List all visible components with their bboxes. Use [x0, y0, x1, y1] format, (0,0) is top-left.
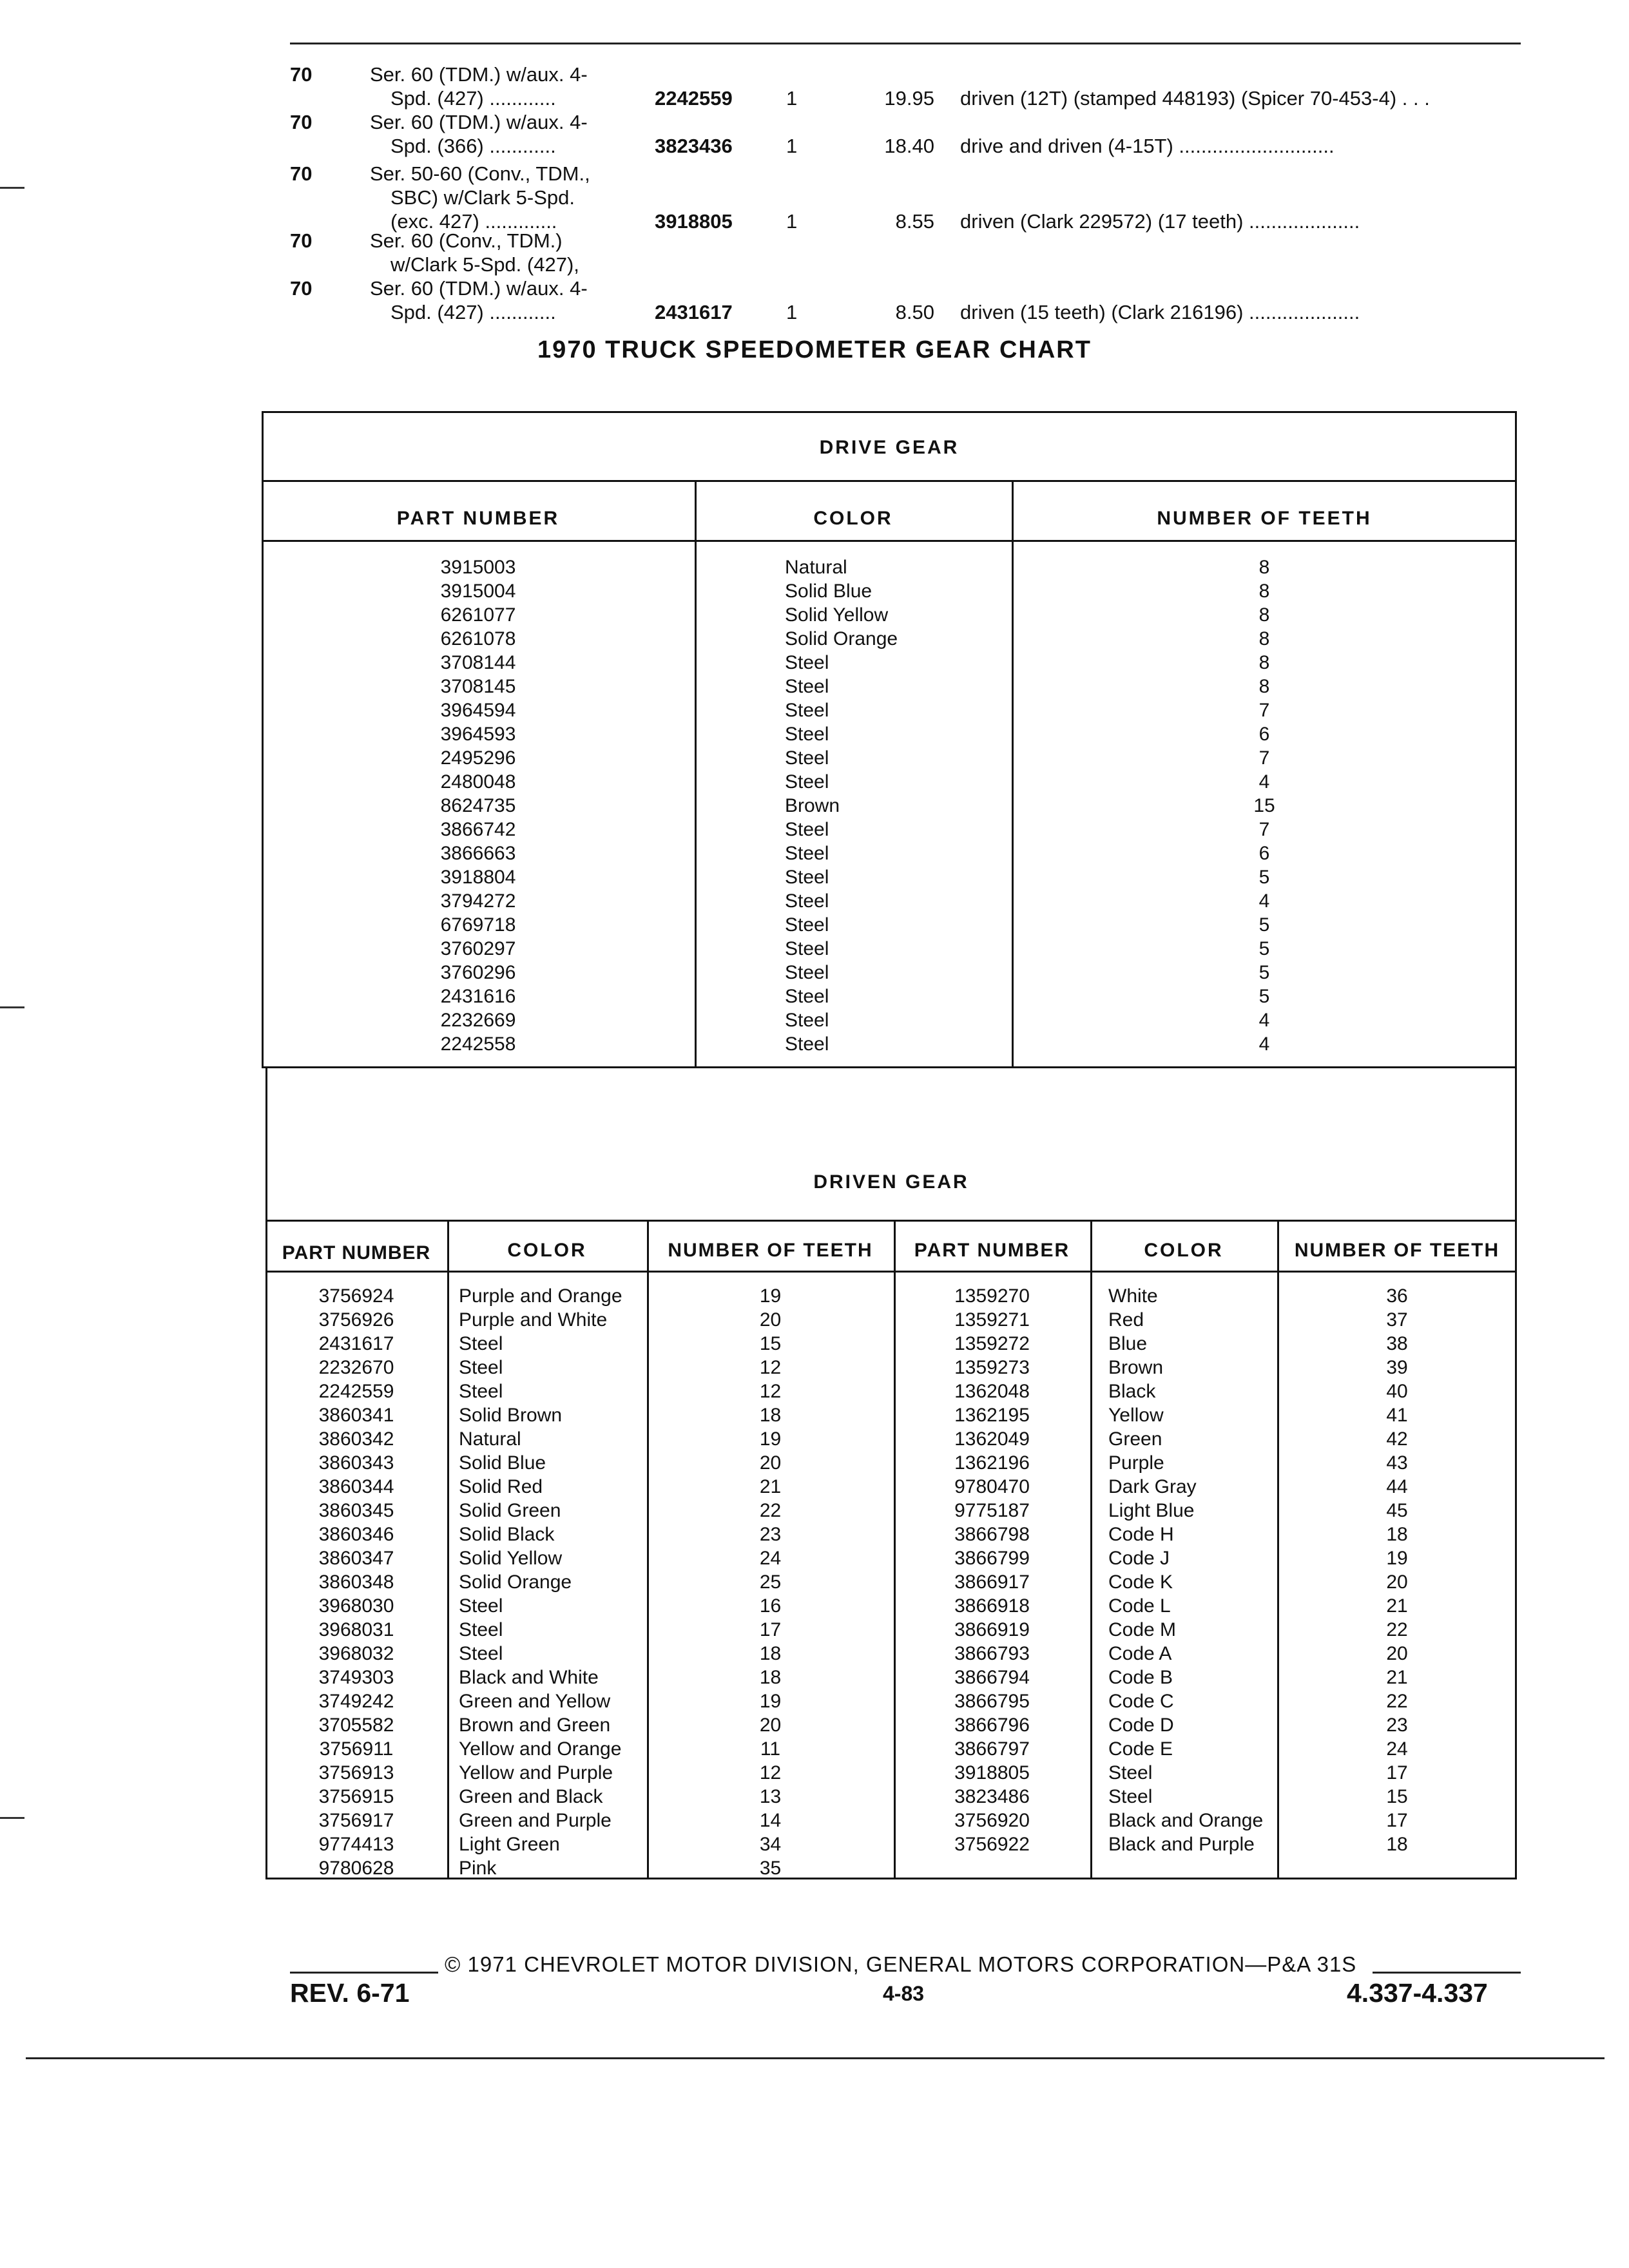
part-number: 3918805	[655, 210, 733, 233]
driven-teeth: 19	[1386, 1548, 1408, 1569]
driven-color: Steel	[1108, 1762, 1153, 1783]
drive-teeth: 8	[1258, 676, 1270, 697]
drive-part-number: 3866663	[440, 843, 516, 864]
driven-part-number: 1362049	[954, 1428, 1030, 1450]
drive-color: Steel	[785, 986, 829, 1007]
part-description: Ser. 60 (Conv., TDM.)	[370, 229, 563, 252]
part-remark: drive and driven (4-15T) ............................	[960, 135, 1335, 157]
part-price: 18.40	[884, 135, 934, 157]
part-description: Spd. (427) ............	[390, 301, 556, 323]
driven-color: Green and Yellow	[459, 1691, 611, 1712]
driven-color: Natural	[459, 1428, 521, 1450]
drive-teeth: 4	[1258, 1010, 1270, 1031]
driven-part-number: 3756922	[954, 1834, 1030, 1855]
driven-teeth: 39	[1386, 1357, 1408, 1378]
drive-color: Steel	[785, 771, 829, 793]
driven-part-number: 9774413	[318, 1834, 394, 1855]
driven-part-number: 3823486	[954, 1786, 1030, 1807]
driven-color: Steel	[459, 1619, 503, 1640]
driven-color: Light Green	[459, 1834, 560, 1855]
driven-color: Steel	[459, 1357, 503, 1378]
driven-color: Solid Orange	[459, 1571, 572, 1593]
driven-part-number: 3866797	[954, 1738, 1030, 1760]
driven-color: Green and Black	[459, 1786, 603, 1807]
driven-part-number: 3756915	[318, 1786, 394, 1807]
part-price: 8.55	[895, 210, 934, 233]
driven-part-number: 3918805	[954, 1762, 1030, 1783]
part-description: Spd. (427) ............	[390, 87, 556, 110]
driven-part-number: 3860344	[318, 1476, 394, 1497]
driven-header-part-right: PART NUMBER	[914, 1240, 1070, 1261]
drive-color: Steel	[785, 938, 829, 959]
driven-teeth: 41	[1386, 1405, 1408, 1426]
driven-color: Code K	[1108, 1571, 1173, 1593]
driven-part-number: 3756920	[954, 1810, 1030, 1831]
driven-color: Purple and White	[459, 1309, 608, 1331]
driven-color: Red	[1108, 1309, 1144, 1331]
driven-color: Solid Black	[459, 1524, 555, 1545]
driven-part-number: 3860343	[318, 1452, 394, 1474]
driven-color: Steel	[459, 1333, 503, 1354]
driven-teeth: 12	[759, 1357, 782, 1378]
driven-teeth: 11	[760, 1738, 781, 1760]
chart-title: 1970 TRUCK SPEEDOMETER GEAR CHART	[537, 336, 1092, 363]
driven-teeth: 15	[1386, 1786, 1408, 1807]
footer-page-number: 4-83	[883, 1982, 925, 2005]
driven-color: Yellow and Purple	[459, 1762, 613, 1783]
drive-color: Steel	[785, 1010, 829, 1031]
driven-color: Purple	[1108, 1452, 1164, 1474]
driven-teeth: 19	[759, 1285, 782, 1307]
drive-part-number: 8624735	[440, 795, 516, 816]
part-remark: driven (12T) (stamped 448193) (Spicer 70-453-4) . . .	[960, 87, 1430, 110]
drive-teeth: 5	[1258, 962, 1270, 983]
driven-color: White	[1108, 1285, 1158, 1307]
driven-color: Brown	[1108, 1357, 1164, 1378]
driven-color: Steel	[459, 1381, 503, 1402]
drive-teeth: 5	[1258, 914, 1270, 936]
driven-part-number: 3749303	[318, 1667, 394, 1688]
driven-color: Steel	[459, 1595, 503, 1617]
part-remark: driven (15 teeth) (Clark 216196) ....................	[960, 301, 1360, 323]
driven-teeth: 17	[1386, 1762, 1408, 1783]
drive-color: Brown	[785, 795, 840, 816]
driven-part-number: 3756917	[318, 1810, 394, 1831]
driven-teeth: 22	[1386, 1691, 1408, 1712]
driven-part-number: 9780470	[954, 1476, 1030, 1497]
drive-color: Steel	[785, 867, 829, 888]
drive-part-number: 6769718	[440, 914, 516, 936]
drive-color: Steel	[785, 747, 829, 769]
part-description: Ser. 50-60 (Conv., TDM.,	[370, 162, 590, 185]
driven-color: Solid Blue	[459, 1452, 546, 1474]
part-number: 3823436	[655, 135, 733, 157]
drive-color: Solid Yellow	[785, 604, 889, 626]
driven-part-number: 3860346	[318, 1524, 394, 1545]
driven-teeth: 13	[759, 1786, 782, 1807]
driven-part-number: 3866917	[954, 1571, 1030, 1593]
driven-color: Black and Purple	[1108, 1834, 1255, 1855]
driven-teeth: 20	[1386, 1571, 1408, 1593]
driven-part-number: 3968030	[318, 1595, 394, 1617]
driven-part-number: 3866799	[954, 1548, 1030, 1569]
driven-part-number: 3860342	[318, 1428, 394, 1450]
drive-part-number: 3915003	[440, 557, 516, 578]
driven-part-number: 3860348	[318, 1571, 394, 1593]
drive-part-number: 3760297	[440, 938, 516, 959]
driven-color: Code H	[1108, 1524, 1174, 1545]
driven-col-divider	[1090, 1220, 1092, 1879]
driven-teeth: 17	[759, 1619, 782, 1640]
drive-color: Steel	[785, 914, 829, 936]
drive-header-divider	[262, 540, 1517, 542]
part-number: 2242559	[655, 87, 733, 110]
drive-color: Steel	[785, 676, 829, 697]
driven-teeth: 18	[759, 1667, 782, 1688]
driven-left-teeth-column	[647, 1284, 894, 1880]
drive-part-number: 2242558	[440, 1033, 516, 1055]
driven-teeth: 25	[759, 1571, 782, 1593]
drive-color: Natural	[785, 557, 847, 578]
driven-gear-heading: DRIVEN GEAR	[813, 1171, 969, 1193]
driven-color: Black and White	[459, 1667, 599, 1688]
drive-color: Steel	[785, 890, 829, 912]
driven-teeth: 44	[1386, 1476, 1408, 1497]
driven-part-number: 3860345	[318, 1500, 394, 1521]
driven-part-number: 1359270	[954, 1285, 1030, 1307]
driven-color: Code A	[1108, 1643, 1172, 1664]
driven-color: Green	[1108, 1428, 1162, 1450]
driven-teeth: 23	[759, 1524, 782, 1545]
part-description: Ser. 60 (TDM.) w/aux. 4-	[370, 277, 588, 300]
part-quantity: 1	[786, 301, 798, 323]
driven-teeth: 14	[759, 1810, 782, 1831]
driven-part-number: 3866918	[954, 1595, 1030, 1617]
driven-color: Steel	[1108, 1786, 1153, 1807]
footer-rule-left	[290, 1972, 438, 1974]
drive-color: Steel	[785, 819, 829, 840]
part-year: 70	[290, 162, 313, 185]
drive-part-number: 2480048	[440, 771, 516, 793]
drive-color: Solid Orange	[785, 628, 898, 649]
driven-part-number: 1359273	[954, 1357, 1030, 1378]
drive-color: Steel	[785, 1033, 829, 1055]
driven-part-number: 9780628	[318, 1858, 394, 1879]
driven-teeth: 12	[759, 1762, 782, 1783]
driven-part-number: 3866798	[954, 1524, 1030, 1545]
driven-part-number: 3756913	[318, 1762, 394, 1783]
driven-teeth: 18	[759, 1643, 782, 1664]
driven-part-number: 2232670	[318, 1357, 394, 1378]
driven-header-color-right: COLOR	[1144, 1240, 1224, 1261]
drive-teeth: 15	[1253, 795, 1275, 816]
driven-part-number: 9775187	[954, 1500, 1030, 1521]
driven-part-number: 3968032	[318, 1643, 394, 1664]
driven-part-number: 3860347	[318, 1548, 394, 1569]
drive-teeth: 8	[1258, 581, 1270, 602]
drive-teeth: 7	[1258, 747, 1270, 769]
drive-color: Steel	[785, 652, 829, 673]
drive-teeth: 4	[1258, 1033, 1270, 1055]
driven-teeth: 19	[759, 1691, 782, 1712]
driven-teeth: 15	[759, 1333, 782, 1354]
drive-teeth: 5	[1258, 867, 1270, 888]
drive-color-column	[785, 555, 1004, 1056]
drive-teeth: 4	[1258, 890, 1270, 912]
driven-teeth: 34	[759, 1834, 782, 1855]
driven-color: Steel	[459, 1643, 503, 1664]
driven-teeth: 22	[759, 1500, 782, 1521]
drive-gear-heading: DRIVE GEAR	[819, 437, 959, 458]
part-quantity: 1	[786, 87, 798, 110]
driven-part-number: 1362196	[954, 1452, 1030, 1474]
footer-revision: REV. 6-71	[290, 1978, 410, 2008]
driven-teeth: 43	[1386, 1452, 1408, 1474]
driven-part-number: 2431617	[318, 1333, 394, 1354]
driven-color: Code J	[1108, 1548, 1170, 1569]
part-description: Spd. (366) ............	[390, 135, 556, 157]
driven-teeth: 19	[759, 1428, 782, 1450]
driven-part-number: 3866794	[954, 1667, 1030, 1688]
driven-left-color-column	[459, 1284, 646, 1880]
driven-part-number: 3749242	[318, 1691, 394, 1712]
top-rule	[290, 43, 1521, 44]
driven-teeth: 21	[1386, 1667, 1408, 1688]
drive-part-number: 2495296	[440, 747, 516, 769]
drive-teeth: 7	[1258, 700, 1270, 721]
drive-teeth: 8	[1258, 652, 1270, 673]
drive-part-number: 3964594	[440, 700, 516, 721]
drive-part-number: 2232669	[440, 1010, 516, 1031]
drive-teeth: 6	[1258, 843, 1270, 864]
part-description: Ser. 60 (TDM.) w/aux. 4-	[370, 63, 588, 86]
drive-part-number: 3708145	[440, 676, 516, 697]
part-quantity: 1	[786, 135, 798, 157]
driven-color: Black and Orange	[1108, 1810, 1264, 1831]
driven-color: Code E	[1108, 1738, 1173, 1760]
driven-teeth: 38	[1386, 1333, 1408, 1354]
driven-color: Green and Purple	[459, 1810, 612, 1831]
driven-part-number: 3756924	[318, 1285, 394, 1307]
drive-teeth: 6	[1258, 724, 1270, 745]
footer-section-number: 4.337-4.337	[1347, 1978, 1488, 2008]
part-description: (exc. 427) .............	[390, 210, 557, 233]
driven-part-number: 2242559	[318, 1381, 394, 1402]
driven-teeth: 40	[1386, 1381, 1408, 1402]
driven-teeth: 20	[759, 1715, 782, 1736]
driven-color: Yellow	[1108, 1405, 1164, 1426]
driven-teeth: 17	[1386, 1810, 1408, 1831]
driven-header-teeth-right: NUMBER OF TEETH	[1294, 1240, 1500, 1261]
drive-part-number: 2431616	[440, 986, 516, 1007]
driven-header-part-left: PART NUMBER	[282, 1242, 431, 1264]
driven-teeth: 21	[1386, 1595, 1408, 1617]
drive-color: Steel	[785, 843, 829, 864]
driven-color: Purple and Orange	[459, 1285, 622, 1307]
drive-header-color: COLOR	[813, 508, 893, 529]
part-quantity: 1	[786, 210, 798, 233]
driven-color: Dark Gray	[1108, 1476, 1197, 1497]
driven-part-number: 3705582	[318, 1715, 394, 1736]
driven-part-number: 3866793	[954, 1643, 1030, 1664]
driven-right-color-column	[1108, 1284, 1277, 1856]
driven-teeth: 18	[759, 1405, 782, 1426]
driven-part-number: 3968031	[318, 1619, 394, 1640]
driven-teeth: 24	[759, 1548, 782, 1569]
driven-color: Solid Yellow	[459, 1548, 563, 1569]
footer-copyright: © 1971 CHEVROLET MOTOR DIVISION, GENERAL MOTORS CORPORATION—P&A 31S	[445, 1952, 1357, 1976]
part-description: Ser. 60 (TDM.) w/aux. 4-	[370, 111, 588, 133]
driven-color: Pink	[459, 1858, 497, 1879]
drive-header-part: PART NUMBER	[396, 508, 560, 529]
driven-right-teeth-column	[1277, 1284, 1517, 1856]
part-price: 8.50	[895, 301, 934, 323]
drive-teeth: 8	[1258, 604, 1270, 626]
driven-teeth: 23	[1386, 1715, 1408, 1736]
drive-teeth: 8	[1258, 628, 1270, 649]
drive-part-number: 3866742	[440, 819, 516, 840]
part-year: 70	[290, 63, 313, 86]
margin-mark	[0, 187, 24, 189]
drive-color: Steel	[785, 962, 829, 983]
driven-heading-divider	[265, 1220, 1517, 1222]
driven-teeth: 20	[759, 1452, 782, 1474]
drive-part-number: 3964593	[440, 724, 516, 745]
drive-col-divider	[695, 480, 697, 1068]
driven-header-divider	[265, 1271, 1517, 1273]
driven-part-number: 3756926	[318, 1309, 394, 1331]
driven-part-number: 3866919	[954, 1619, 1030, 1640]
drive-color: Steel	[785, 724, 829, 745]
driven-left-part-column	[265, 1284, 447, 1880]
driven-teeth: 16	[759, 1595, 782, 1617]
driven-color: Brown and Green	[459, 1715, 611, 1736]
driven-right-part-column	[894, 1284, 1090, 1856]
drive-teeth: 5	[1258, 938, 1270, 959]
drive-part-column	[262, 555, 695, 1056]
part-year: 70	[290, 277, 313, 300]
driven-teeth: 45	[1386, 1500, 1408, 1521]
driven-color: Yellow and Orange	[459, 1738, 622, 1760]
part-year: 70	[290, 111, 313, 133]
drive-part-number: 3915004	[440, 581, 516, 602]
drive-color: Steel	[785, 700, 829, 721]
driven-color: Blue	[1108, 1333, 1148, 1354]
part-description: SBC) w/Clark 5-Spd.	[390, 186, 575, 209]
driven-part-number: 3860341	[318, 1405, 394, 1426]
driven-teeth: 12	[759, 1381, 782, 1402]
part-price: 19.95	[884, 87, 934, 110]
driven-color: Code D	[1108, 1715, 1174, 1736]
drive-part-number: 3918804	[440, 867, 516, 888]
driven-header-teeth-left: NUMBER OF TEETH	[668, 1240, 873, 1261]
driven-teeth: 20	[759, 1309, 782, 1331]
driven-part-number: 3866795	[954, 1691, 1030, 1712]
margin-mark	[0, 1817, 24, 1819]
driven-color: Solid Brown	[459, 1405, 563, 1426]
driven-color: Code M	[1108, 1619, 1177, 1640]
part-year: 70	[290, 229, 313, 252]
driven-header-color-left: COLOR	[507, 1240, 587, 1261]
driven-teeth: 35	[759, 1858, 782, 1879]
driven-color: Light Blue	[1108, 1500, 1195, 1521]
drive-part-number: 3708144	[440, 652, 516, 673]
drive-part-number: 3760296	[440, 962, 516, 983]
driven-part-number: 3866796	[954, 1715, 1030, 1736]
drive-teeth-column	[1012, 555, 1517, 1056]
drive-teeth: 7	[1258, 819, 1270, 840]
driven-color: Black	[1108, 1381, 1156, 1402]
drive-color: Solid Blue	[785, 581, 872, 602]
footer-rule-right	[1373, 1972, 1521, 1974]
drive-teeth: 8	[1258, 557, 1270, 578]
driven-teeth: 18	[1386, 1524, 1408, 1545]
driven-part-number: 1359271	[954, 1309, 1030, 1331]
driven-part-number: 1359272	[954, 1333, 1030, 1354]
drive-teeth: 4	[1258, 771, 1270, 793]
margin-mark	[0, 1006, 24, 1008]
drive-heading-divider	[262, 480, 1517, 482]
driven-color: Code B	[1108, 1667, 1173, 1688]
drive-teeth: 5	[1258, 986, 1270, 1007]
drive-part-number: 6261078	[440, 628, 516, 649]
driven-teeth: 18	[1386, 1834, 1408, 1855]
driven-teeth: 21	[759, 1476, 782, 1497]
driven-teeth: 22	[1386, 1619, 1408, 1640]
part-remark: driven (Clark 229572) (17 teeth) ....................	[960, 210, 1360, 233]
driven-teeth: 36	[1386, 1285, 1408, 1307]
driven-teeth: 37	[1386, 1309, 1408, 1331]
drive-part-number: 3794272	[440, 890, 516, 912]
driven-teeth: 42	[1386, 1428, 1408, 1450]
drive-part-number: 6261077	[440, 604, 516, 626]
driven-teeth: 24	[1386, 1738, 1408, 1760]
driven-color: Code C	[1108, 1691, 1174, 1712]
part-description: w/Clark 5-Spd. (427),	[390, 253, 579, 276]
driven-color: Code L	[1108, 1595, 1171, 1617]
driven-color: Solid Red	[459, 1476, 543, 1497]
driven-part-number: 1362048	[954, 1381, 1030, 1402]
driven-part-number: 3756911	[319, 1738, 394, 1760]
driven-color: Solid Green	[459, 1500, 561, 1521]
driven-teeth: 20	[1386, 1643, 1408, 1664]
part-number: 2431617	[655, 301, 733, 323]
driven-col-divider	[447, 1220, 449, 1879]
driven-part-number: 1362195	[954, 1405, 1030, 1426]
drive-header-teeth: NUMBER OF TEETH	[1157, 508, 1372, 529]
page-bottom-rule	[26, 2057, 1605, 2059]
